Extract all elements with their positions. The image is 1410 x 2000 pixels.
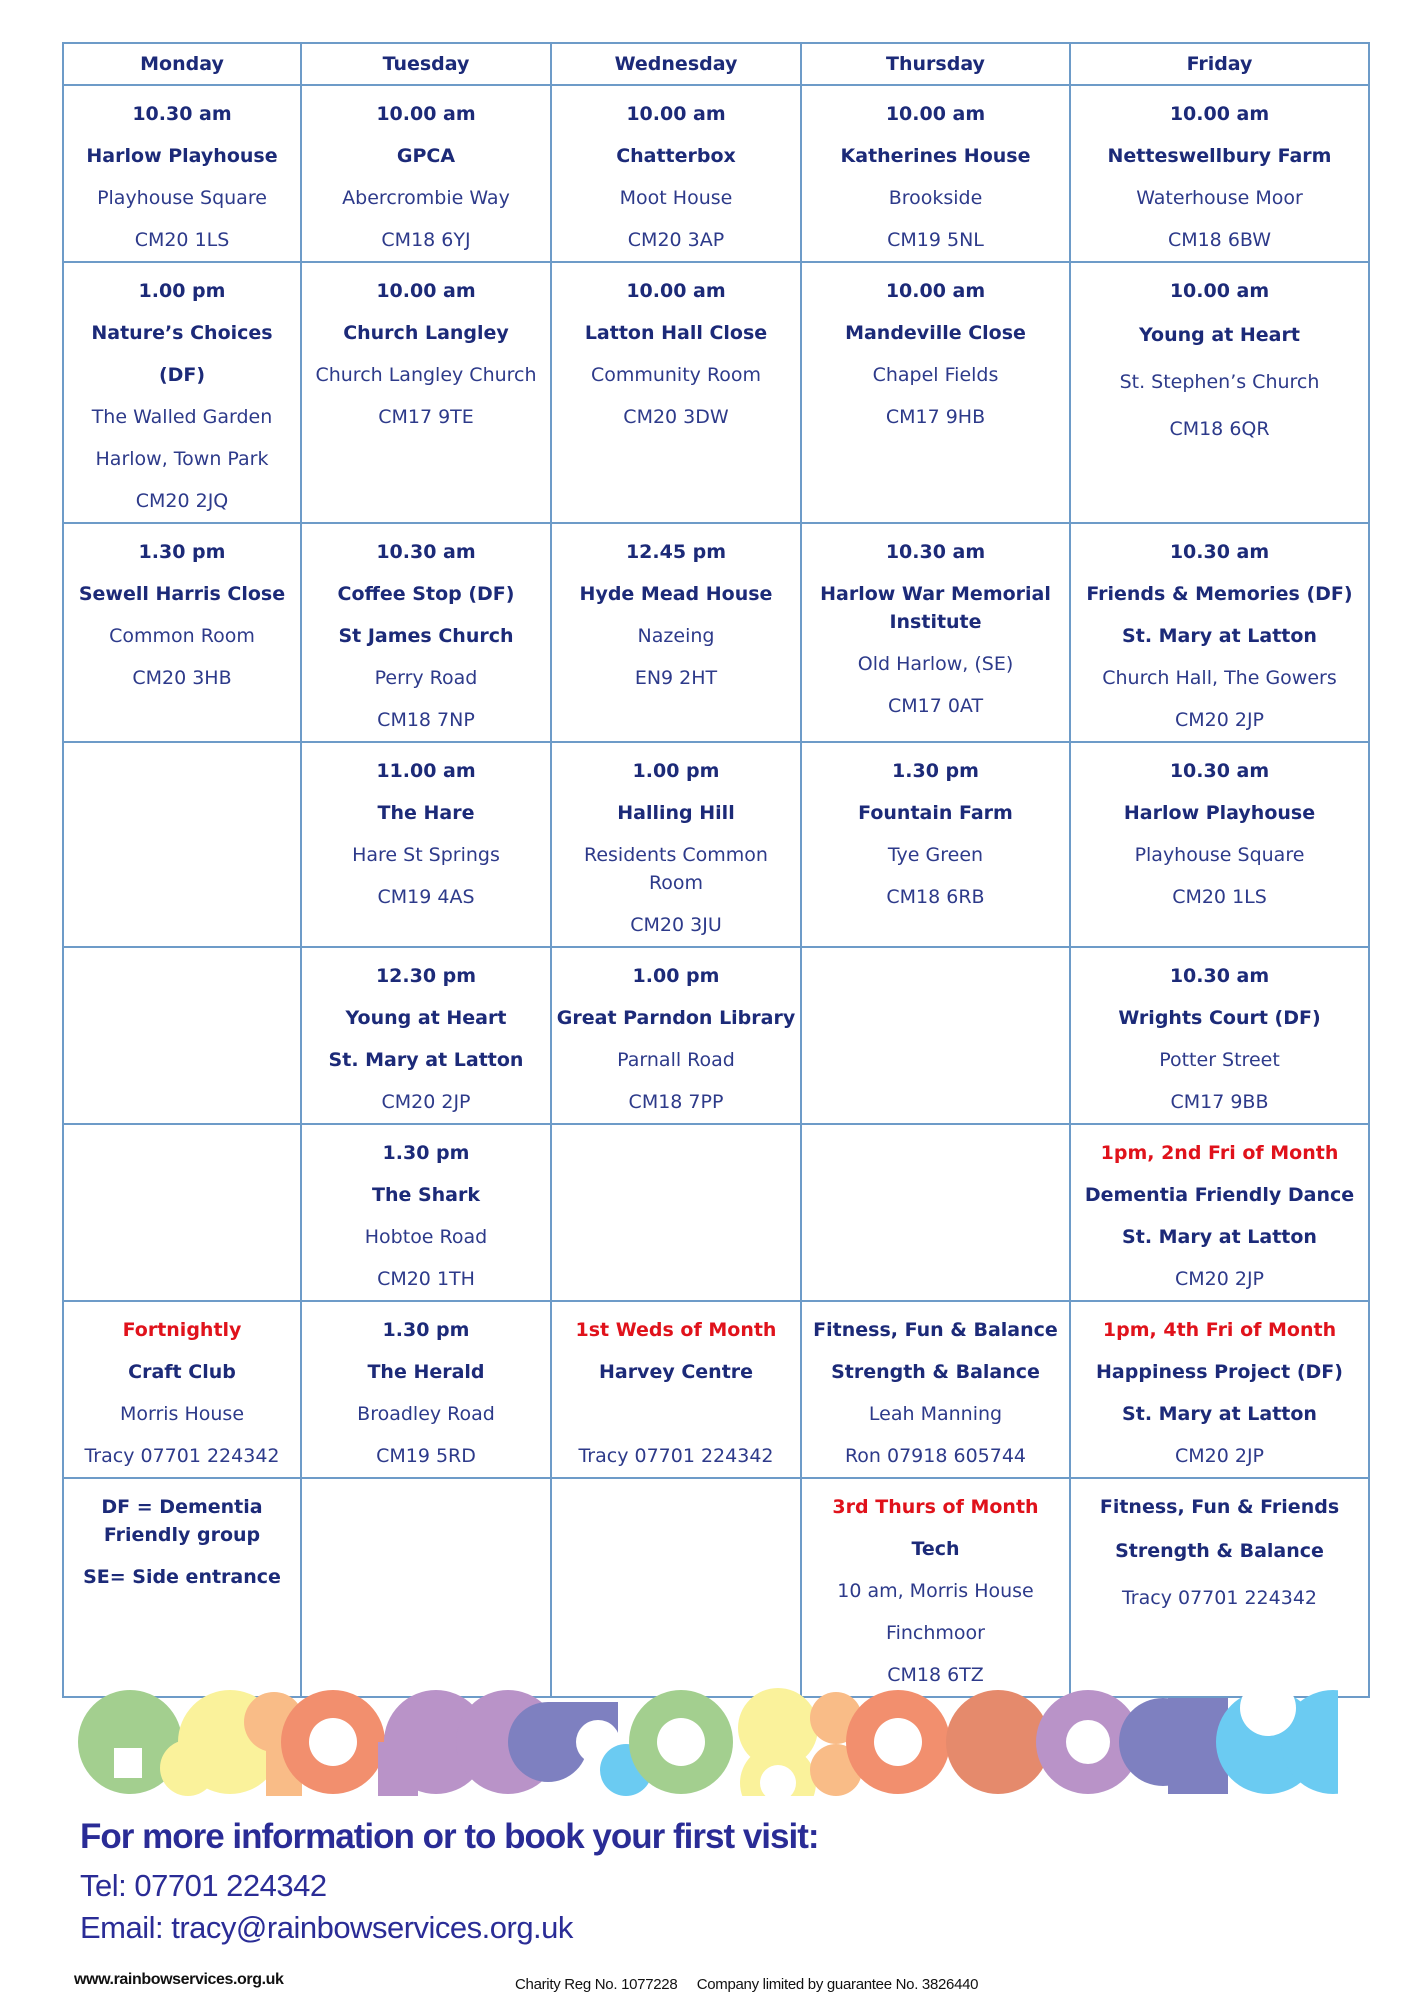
session-detail: CM18 7PP xyxy=(628,1091,724,1113)
session-venue: Harlow War Memorial Institute xyxy=(820,583,1051,633)
session-detail: Abercrombie Way xyxy=(342,187,510,209)
session-entry xyxy=(302,86,550,261)
cell-thursday-2 xyxy=(801,262,1070,523)
session-entry xyxy=(552,743,800,946)
cell-wednesday-4 xyxy=(551,742,801,947)
session-detail: CM20 2JQ xyxy=(135,490,229,512)
cell-monday-4 xyxy=(63,742,301,947)
session-detail: CM18 6RB xyxy=(886,886,985,908)
session-detail: Tracy 07701 224342 xyxy=(84,1445,280,1467)
session-schedule-note: 1pm, 2nd Fri of Month xyxy=(1100,1142,1339,1164)
session-entry xyxy=(1071,263,1368,453)
session-detail: CM17 0AT xyxy=(887,695,984,717)
cell-friday-4 xyxy=(1070,742,1369,947)
session-entry xyxy=(64,86,300,261)
session-time: 11.00 am xyxy=(376,760,476,782)
cell-wednesday-7 xyxy=(551,1301,801,1478)
session-detail: CM18 6YJ xyxy=(381,229,471,251)
contact-phone: Tel: 07701 224342 xyxy=(80,1868,327,1903)
session-detail: CM19 4AS xyxy=(377,886,475,908)
session-detail xyxy=(552,1393,800,1435)
session-detail: CM17 9HB xyxy=(885,406,986,428)
session-detail: St. Mary at Latton xyxy=(1122,625,1317,647)
session-schedule-note: 1pm, 4th Fri of Month xyxy=(1102,1319,1337,1341)
session-time: 10.00 am xyxy=(885,280,986,302)
session-entry xyxy=(302,948,550,1123)
cell-tuesday-2 xyxy=(301,262,551,523)
weekly-schedule-table xyxy=(62,42,1370,1698)
session-venue: Hyde Mead House xyxy=(579,583,773,605)
session-detail: Leah Manning xyxy=(868,1403,1003,1425)
schedule-row xyxy=(63,85,1369,262)
contact-info xyxy=(80,1815,819,1949)
session-entry xyxy=(1071,1302,1368,1477)
logo-shape xyxy=(378,1742,418,1796)
session-entry xyxy=(64,1125,300,1132)
session-entry xyxy=(302,743,550,918)
session-time: 1.30 pm xyxy=(892,760,979,782)
session-time: 10.30 am xyxy=(376,541,476,563)
cell-friday-5 xyxy=(1070,947,1369,1124)
cell-thursday-8 xyxy=(801,1478,1070,1697)
session-detail: Playhouse Square xyxy=(1134,844,1305,866)
cell-friday-8 xyxy=(1070,1478,1369,1697)
session-detail: Perry Road xyxy=(374,667,478,689)
session-time: 10.30 am xyxy=(132,103,232,125)
cell-monday-1 xyxy=(63,85,301,262)
session-detail: CM20 1LS xyxy=(134,229,230,251)
cell-monday-2 xyxy=(63,262,301,523)
session-time: 10.00 am xyxy=(626,103,726,125)
session-venue: The Shark xyxy=(371,1184,481,1206)
session-detail: CM18 6BW xyxy=(1167,229,1272,251)
session-detail: CM20 1TH xyxy=(377,1268,475,1290)
schedule-row xyxy=(63,742,1369,947)
session-detail: The Walled Garden xyxy=(91,406,273,428)
session-venue: Chatterbox xyxy=(616,145,736,167)
rainbow-services-logo xyxy=(78,1688,1338,1796)
session-detail: CM19 5RD xyxy=(376,1445,476,1467)
session-schedule-note: Fortnightly xyxy=(122,1319,242,1341)
session-detail: Harlow, Town Park xyxy=(95,448,269,470)
session-entry xyxy=(802,263,1069,438)
session-entry xyxy=(802,743,1069,918)
session-detail: CM20 3HB xyxy=(132,667,232,689)
schedule-row xyxy=(63,947,1369,1124)
session-detail: Waterhouse Moor xyxy=(1136,187,1303,209)
cell-tuesday-4 xyxy=(301,742,551,947)
session-detail: Brookside xyxy=(888,187,983,209)
session-detail: Residents Common Room xyxy=(584,844,768,894)
session-schedule-note: 3rd Thurs of Month xyxy=(832,1496,1039,1518)
logo-shape xyxy=(1066,1720,1110,1764)
session-entry xyxy=(552,263,800,438)
session-time: 12.45 pm xyxy=(625,541,727,563)
session-entry xyxy=(802,524,1069,727)
website-link[interactable]: www.rainbowservices.org.uk xyxy=(74,1971,284,1988)
session-entry xyxy=(1071,1479,1368,1622)
cell-tuesday-8 xyxy=(301,1478,551,1697)
session-venue: Sewell Harris Close xyxy=(78,583,286,605)
contact-heading: For more information or to book your first visit: xyxy=(80,1817,819,1856)
session-entry xyxy=(552,1479,800,1486)
session-schedule-note: 1st Weds of Month xyxy=(575,1319,777,1341)
session-time: 1.00 pm xyxy=(632,965,720,987)
session-detail: Parnall Road xyxy=(617,1049,735,1071)
schedule-row xyxy=(63,1478,1369,1697)
session-detail: Playhouse Square xyxy=(97,187,267,209)
session-time: DF = Dementia Friendly group xyxy=(101,1496,263,1546)
cell-monday-8 xyxy=(63,1478,301,1697)
session-time: 10.00 am xyxy=(376,280,476,302)
session-entry xyxy=(552,1125,800,1132)
cell-monday-3 xyxy=(63,523,301,742)
session-venue: Dementia Friendly Dance xyxy=(1084,1184,1355,1206)
session-entry xyxy=(802,86,1069,261)
session-detail: Tye Green xyxy=(887,844,984,866)
session-time: 10.00 am xyxy=(885,103,986,125)
session-detail: CM20 2JP xyxy=(1174,1445,1265,1467)
session-detail: CM17 9TE xyxy=(378,406,474,428)
cell-monday-7 xyxy=(63,1301,301,1478)
logo-shape xyxy=(309,1718,357,1766)
session-venue: Craft Club xyxy=(128,1361,236,1383)
cell-friday-3 xyxy=(1070,523,1369,742)
session-detail: Church Hall, The Gowers xyxy=(1102,667,1337,689)
session-detail: Finchmoor xyxy=(886,1622,985,1644)
session-entry xyxy=(552,948,800,1123)
session-time: 10.00 am xyxy=(376,103,476,125)
session-detail: Nazeing xyxy=(637,625,715,647)
session-detail: CM20 2JP xyxy=(1174,709,1265,731)
cell-wednesday-2 xyxy=(551,262,801,523)
session-time: 1.00 pm xyxy=(138,280,226,302)
cell-friday-6 xyxy=(1070,1124,1369,1301)
logo-shape xyxy=(657,1718,705,1766)
session-detail: CM17 9BB xyxy=(1170,1091,1269,1113)
cell-wednesday-3 xyxy=(551,523,801,742)
session-detail: CM20 3AP xyxy=(627,229,725,251)
cell-friday-1 xyxy=(1070,85,1369,262)
session-venue: Young at Heart xyxy=(1139,324,1300,346)
session-time: 10.00 am xyxy=(626,280,726,302)
session-venue: The Herald xyxy=(367,1361,485,1383)
session-entry xyxy=(802,948,1069,955)
session-entry xyxy=(802,1125,1069,1132)
session-venue: Mandeville Close xyxy=(845,322,1026,344)
session-venue: Fountain Farm xyxy=(858,802,1013,824)
contact-email: Email: tracy@rainbowservices.org.uk xyxy=(80,1910,573,1945)
session-venue: Harlow Playhouse xyxy=(86,145,278,167)
cell-thursday-7 xyxy=(801,1301,1070,1478)
session-detail: Hare St Springs xyxy=(352,844,500,866)
session-venue: Halling Hill xyxy=(617,802,735,824)
session-detail: CM20 1LS xyxy=(1172,886,1267,908)
session-detail: Tracy 07701 224342 xyxy=(578,1445,774,1467)
session-entry xyxy=(302,263,550,438)
session-venue: Young at Heart xyxy=(345,1007,507,1029)
session-entry xyxy=(1071,948,1368,1123)
cell-monday-5 xyxy=(63,947,301,1124)
session-venue: Happiness Project (DF) xyxy=(1096,1361,1343,1383)
session-entry xyxy=(64,1479,300,1598)
cell-tuesday-5 xyxy=(301,947,551,1124)
session-detail: Broadley Road xyxy=(357,1403,495,1425)
session-entry xyxy=(552,524,800,699)
cell-friday-2 xyxy=(1070,262,1369,523)
session-venue: Strength & Balance xyxy=(831,1361,1040,1383)
session-entry xyxy=(64,263,300,522)
session-venue: Netteswellbury Farm xyxy=(1107,145,1332,167)
day-header-thursday: Thursday xyxy=(801,43,1070,85)
session-time: 10.30 am xyxy=(885,541,986,563)
schedule-row xyxy=(63,523,1369,742)
session-time: 12.30 pm xyxy=(375,965,477,987)
session-time: Fitness, Fun & Balance xyxy=(813,1319,1058,1341)
session-detail: CM18 6TZ xyxy=(887,1664,984,1686)
session-entry xyxy=(1071,1125,1368,1300)
session-detail: St. Mary at Latton xyxy=(1122,1403,1317,1425)
session-entry xyxy=(64,743,300,750)
logo-shape xyxy=(114,1748,142,1778)
cell-tuesday-3 xyxy=(301,523,551,742)
session-detail: St. Mary at Latton xyxy=(328,1049,524,1071)
session-detail: Church Langley Church xyxy=(315,364,537,386)
session-detail: CM18 7NP xyxy=(377,709,475,731)
session-detail: Potter Street xyxy=(1159,1049,1280,1071)
session-venue: Tech xyxy=(911,1538,960,1560)
session-detail: St. Stephen’s Church xyxy=(1119,371,1320,393)
session-time: 10.30 am xyxy=(1169,760,1270,782)
session-venue: The Hare xyxy=(377,802,475,824)
session-detail: Chapel Fields xyxy=(872,364,999,386)
session-venue: Harvey Centre xyxy=(598,1361,754,1383)
day-header-friday: Friday xyxy=(1070,43,1369,85)
session-time: 1.00 pm xyxy=(632,760,720,782)
session-detail: Hobtoe Road xyxy=(364,1226,488,1248)
session-entry xyxy=(302,1479,550,1486)
session-entry xyxy=(1071,524,1368,741)
session-entry xyxy=(64,948,300,955)
session-detail: CM20 2JP xyxy=(1174,1268,1265,1290)
cell-tuesday-7 xyxy=(301,1301,551,1478)
cell-thursday-5 xyxy=(801,947,1070,1124)
cell-thursday-4 xyxy=(801,742,1070,947)
session-venue: Strength & Balance xyxy=(1115,1540,1324,1562)
session-entry xyxy=(302,524,550,741)
session-venue: SE= Side entrance xyxy=(83,1566,281,1588)
session-entry xyxy=(302,1125,550,1300)
session-time: Fitness, Fun & Friends xyxy=(1099,1496,1340,1518)
session-detail: CM19 5NL xyxy=(887,229,984,251)
session-venue: Nature’s Choices (DF) xyxy=(91,322,273,386)
session-detail: EN9 2HT xyxy=(634,667,718,689)
session-detail: CM20 3JU xyxy=(630,914,722,936)
cell-tuesday-1 xyxy=(301,85,551,262)
session-venue: Wrights Court (DF) xyxy=(1118,1007,1321,1029)
day-header-tuesday: Tuesday xyxy=(301,43,551,85)
session-detail: CM18 6QR xyxy=(1169,418,1270,440)
day-header-wednesday: Wednesday xyxy=(551,43,801,85)
logo-shape xyxy=(946,1690,1050,1794)
session-venue: Friends & Memories (DF) xyxy=(1086,583,1353,605)
day-header-monday: Monday xyxy=(63,43,301,85)
session-detail: Old Harlow, (SE) xyxy=(857,653,1014,675)
schedule-row xyxy=(63,262,1369,523)
session-time: 10.30 am xyxy=(1169,965,1270,987)
session-entry xyxy=(802,1479,1069,1696)
cell-wednesday-8 xyxy=(551,1478,801,1697)
session-venue: Church Langley xyxy=(343,322,509,344)
session-detail: Morris House xyxy=(119,1403,245,1425)
session-detail: Tracy 07701 224342 xyxy=(1121,1587,1317,1609)
session-venue: Harlow Playhouse xyxy=(1123,802,1316,824)
session-detail: Moot House xyxy=(619,187,733,209)
session-entry xyxy=(1071,743,1368,918)
session-venue: Great Parndon Library xyxy=(556,1007,796,1029)
session-detail: Ron 07918 605744 xyxy=(844,1445,1027,1467)
cell-wednesday-6 xyxy=(551,1124,801,1301)
session-entry xyxy=(552,86,800,261)
session-entry xyxy=(552,1302,800,1477)
session-venue: Katherines House xyxy=(840,145,1031,167)
session-entry xyxy=(302,1302,550,1477)
session-venue: GPCA xyxy=(396,145,456,167)
session-time: 1.30 pm xyxy=(382,1142,470,1164)
cell-wednesday-5 xyxy=(551,947,801,1124)
session-detail: 10 am, Morris House xyxy=(837,1580,1034,1602)
session-venue: Latton Hall Close xyxy=(584,322,768,344)
schedule-row xyxy=(63,1124,1369,1301)
schedule-row xyxy=(63,1301,1369,1478)
session-detail: St James Church xyxy=(338,625,514,647)
session-detail: Common Room xyxy=(109,625,255,647)
logo-shape xyxy=(874,1718,922,1766)
session-venue: Coffee Stop (DF) xyxy=(337,583,515,605)
session-time: 1.30 pm xyxy=(138,541,226,563)
session-detail: St. Mary at Latton xyxy=(1122,1226,1317,1248)
cell-friday-7 xyxy=(1070,1301,1369,1478)
session-detail: CM20 2JP xyxy=(381,1091,471,1113)
session-entry xyxy=(64,524,300,699)
cell-monday-6 xyxy=(63,1124,301,1301)
session-entry xyxy=(64,1302,300,1477)
session-entry xyxy=(802,1302,1069,1477)
session-time: 10.00 am xyxy=(1169,280,1270,302)
cell-thursday-3 xyxy=(801,523,1070,742)
session-entry xyxy=(1071,86,1368,261)
cell-thursday-6 xyxy=(801,1124,1070,1301)
cell-tuesday-6 xyxy=(301,1124,551,1301)
cell-wednesday-1 xyxy=(551,85,801,262)
cell-thursday-1 xyxy=(801,85,1070,262)
session-detail: Community Room xyxy=(590,364,762,386)
day-header-row xyxy=(63,43,1369,85)
session-time: 10.00 am xyxy=(1169,103,1270,125)
session-time: 10.30 am xyxy=(1169,541,1270,563)
session-time: 1.30 pm xyxy=(382,1319,470,1341)
charity-registration: Charity Reg No. 1077228 Company limited by guarantee No. 3826440 xyxy=(515,1976,979,1993)
session-detail: CM20 3DW xyxy=(623,406,729,428)
schedule-body xyxy=(63,85,1369,1697)
